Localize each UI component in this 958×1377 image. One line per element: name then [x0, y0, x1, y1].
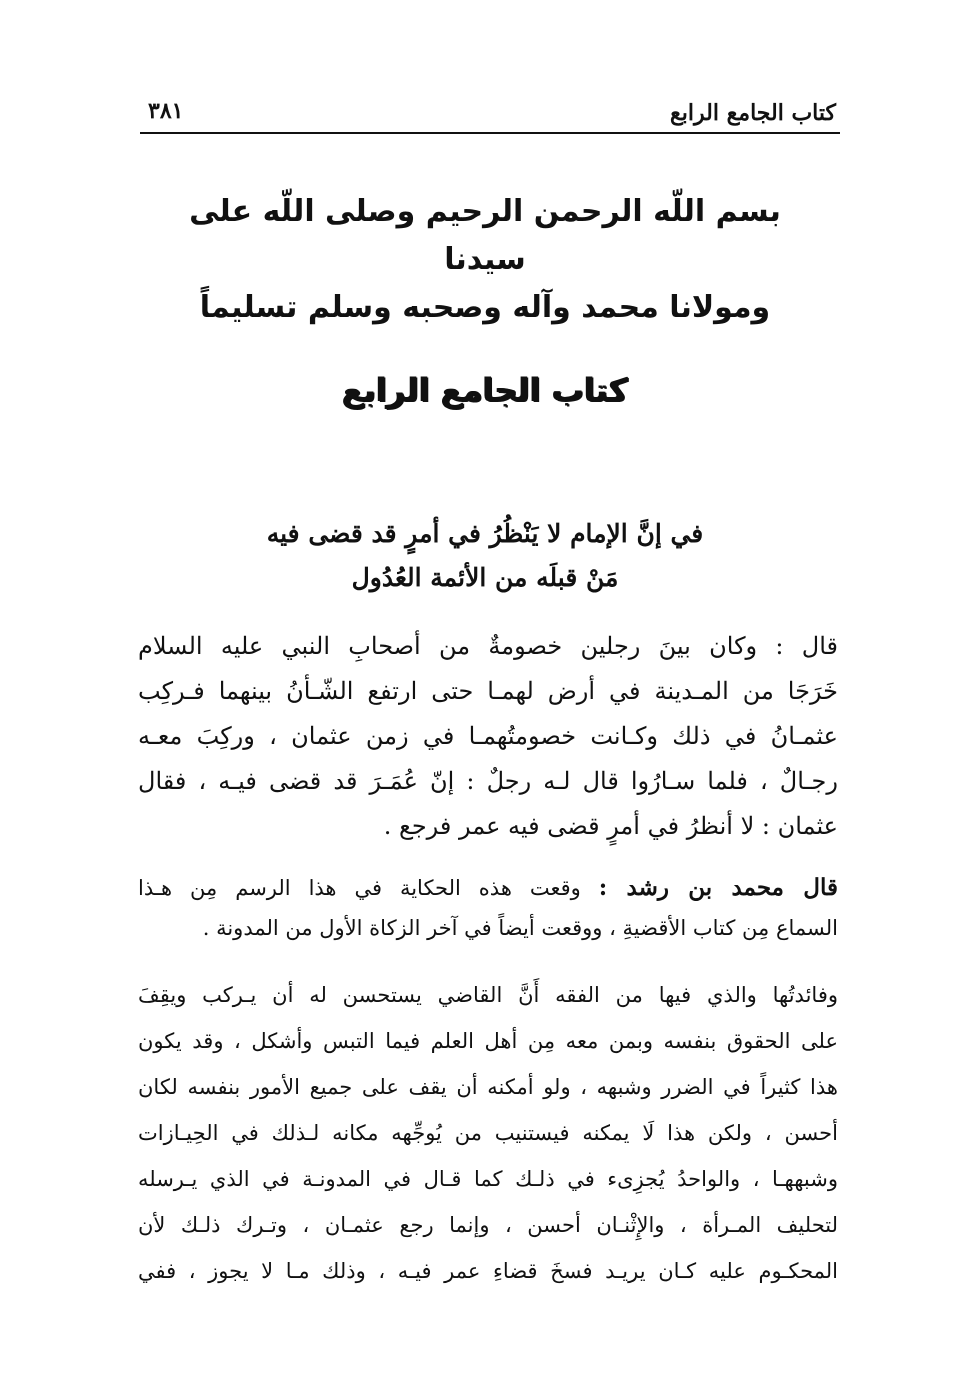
body-text-line: وشبههـا ، والواحدُ يُجزِىء في ذلـك كما قـال في المدونـة في الذي يـرسله — [138, 1167, 838, 1191]
main-text-line: رجـالٌ ، فلما سـارُوا قال لـه رجلٌ : إنّ عُمَـرَ قد قضى فيـه ، فقال — [138, 767, 838, 795]
page-number: ٣٨١ — [148, 98, 184, 124]
running-header — [140, 92, 840, 134]
body-text-line: وفائدتُها والذي فيها من الفقه أَنَّ القاضي يستحسن له أن يـركب ويقِفَ — [138, 983, 838, 1007]
basmala-line-1: بسم اللّه الرحمن الرحيم وصلى اللّه على سيدنا — [189, 194, 781, 277]
chapter-heading-line-1: في إنَّ الإمام لا يَنْظُرُ في أمرٍ قد قضى فيه — [266, 519, 704, 548]
body-text-line: المحكـوم عليه كـان يريـد فسخَ قضاءِ عمر فيـه ، وذلك مـا لا يجوز ، ففي — [138, 1259, 838, 1283]
basmala-line-2: ومولانا محمد وآله وصحبه وسلم تسليماً — [199, 290, 771, 325]
main-text-line: عثمان : لا أنظرُ في أمرٍ قضى فيه عمر فرجع . — [383, 812, 838, 840]
commentary-line: السماع مِن كتاب الأقضيةِ ، ووقعت أيضاً في آخر الزكاة الأول من المدونة . — [202, 916, 838, 940]
main-text-line: قال : وكان بينَ رجلين خصومةٌ من أصحابِ النبي عليه السلام — [138, 632, 838, 660]
main-text-line: عثمـانُ في ذلك وكـانت خصومتُهمـا في زمن عثمان ، وركِبَ معـه — [138, 722, 838, 750]
chapter-heading-line-2: مَنْ قبلَه من الأئمة العُدُول — [351, 563, 619, 592]
main-text-line: خَرَجَا من المـدينة في أرض لهمـا حتى ارتفع الشّـأنُ بينهما فـركِب — [138, 677, 838, 705]
body-text-line: هذا كثيراً في الضرر وشبهه ، ولو أمكنه أن يقف على جميع الأمور بنفسه لكان — [138, 1075, 838, 1099]
main-paragraph — [138, 624, 838, 849]
commentary-speaker: قال محمد بن رشد : — [598, 874, 838, 901]
commentary-line — [138, 868, 838, 908]
chapter-heading — [150, 512, 820, 600]
body-text-line: لتحليف المـرأة ، والإِثْنـان أحسن ، وإنما رجع عثمـان ، وتـرك ذلـك لأن — [138, 1213, 838, 1237]
commentary-paragraph — [138, 868, 838, 948]
body-text-line: أحسن ، ولكن هذا لَا يمكنه فيستنيب من يُوجِّهه مكانه لـذلك في الحِيـازات — [138, 1121, 838, 1145]
body-paragraph — [138, 972, 838, 1294]
body-text-line: على الحقوق بنفسه وبمن معه مِن أهل العلم فيما التبس وأشكل ، وقد يكون — [138, 1029, 838, 1053]
book-title: كتاب الجامع الرابع — [342, 371, 628, 409]
basmala — [150, 188, 820, 332]
commentary-line-1-text: وقعت هذه الحكاية في هذا الرسم مِن هـذا — [138, 876, 599, 900]
running-header-title: كتاب الجامع الرابع — [670, 100, 836, 126]
